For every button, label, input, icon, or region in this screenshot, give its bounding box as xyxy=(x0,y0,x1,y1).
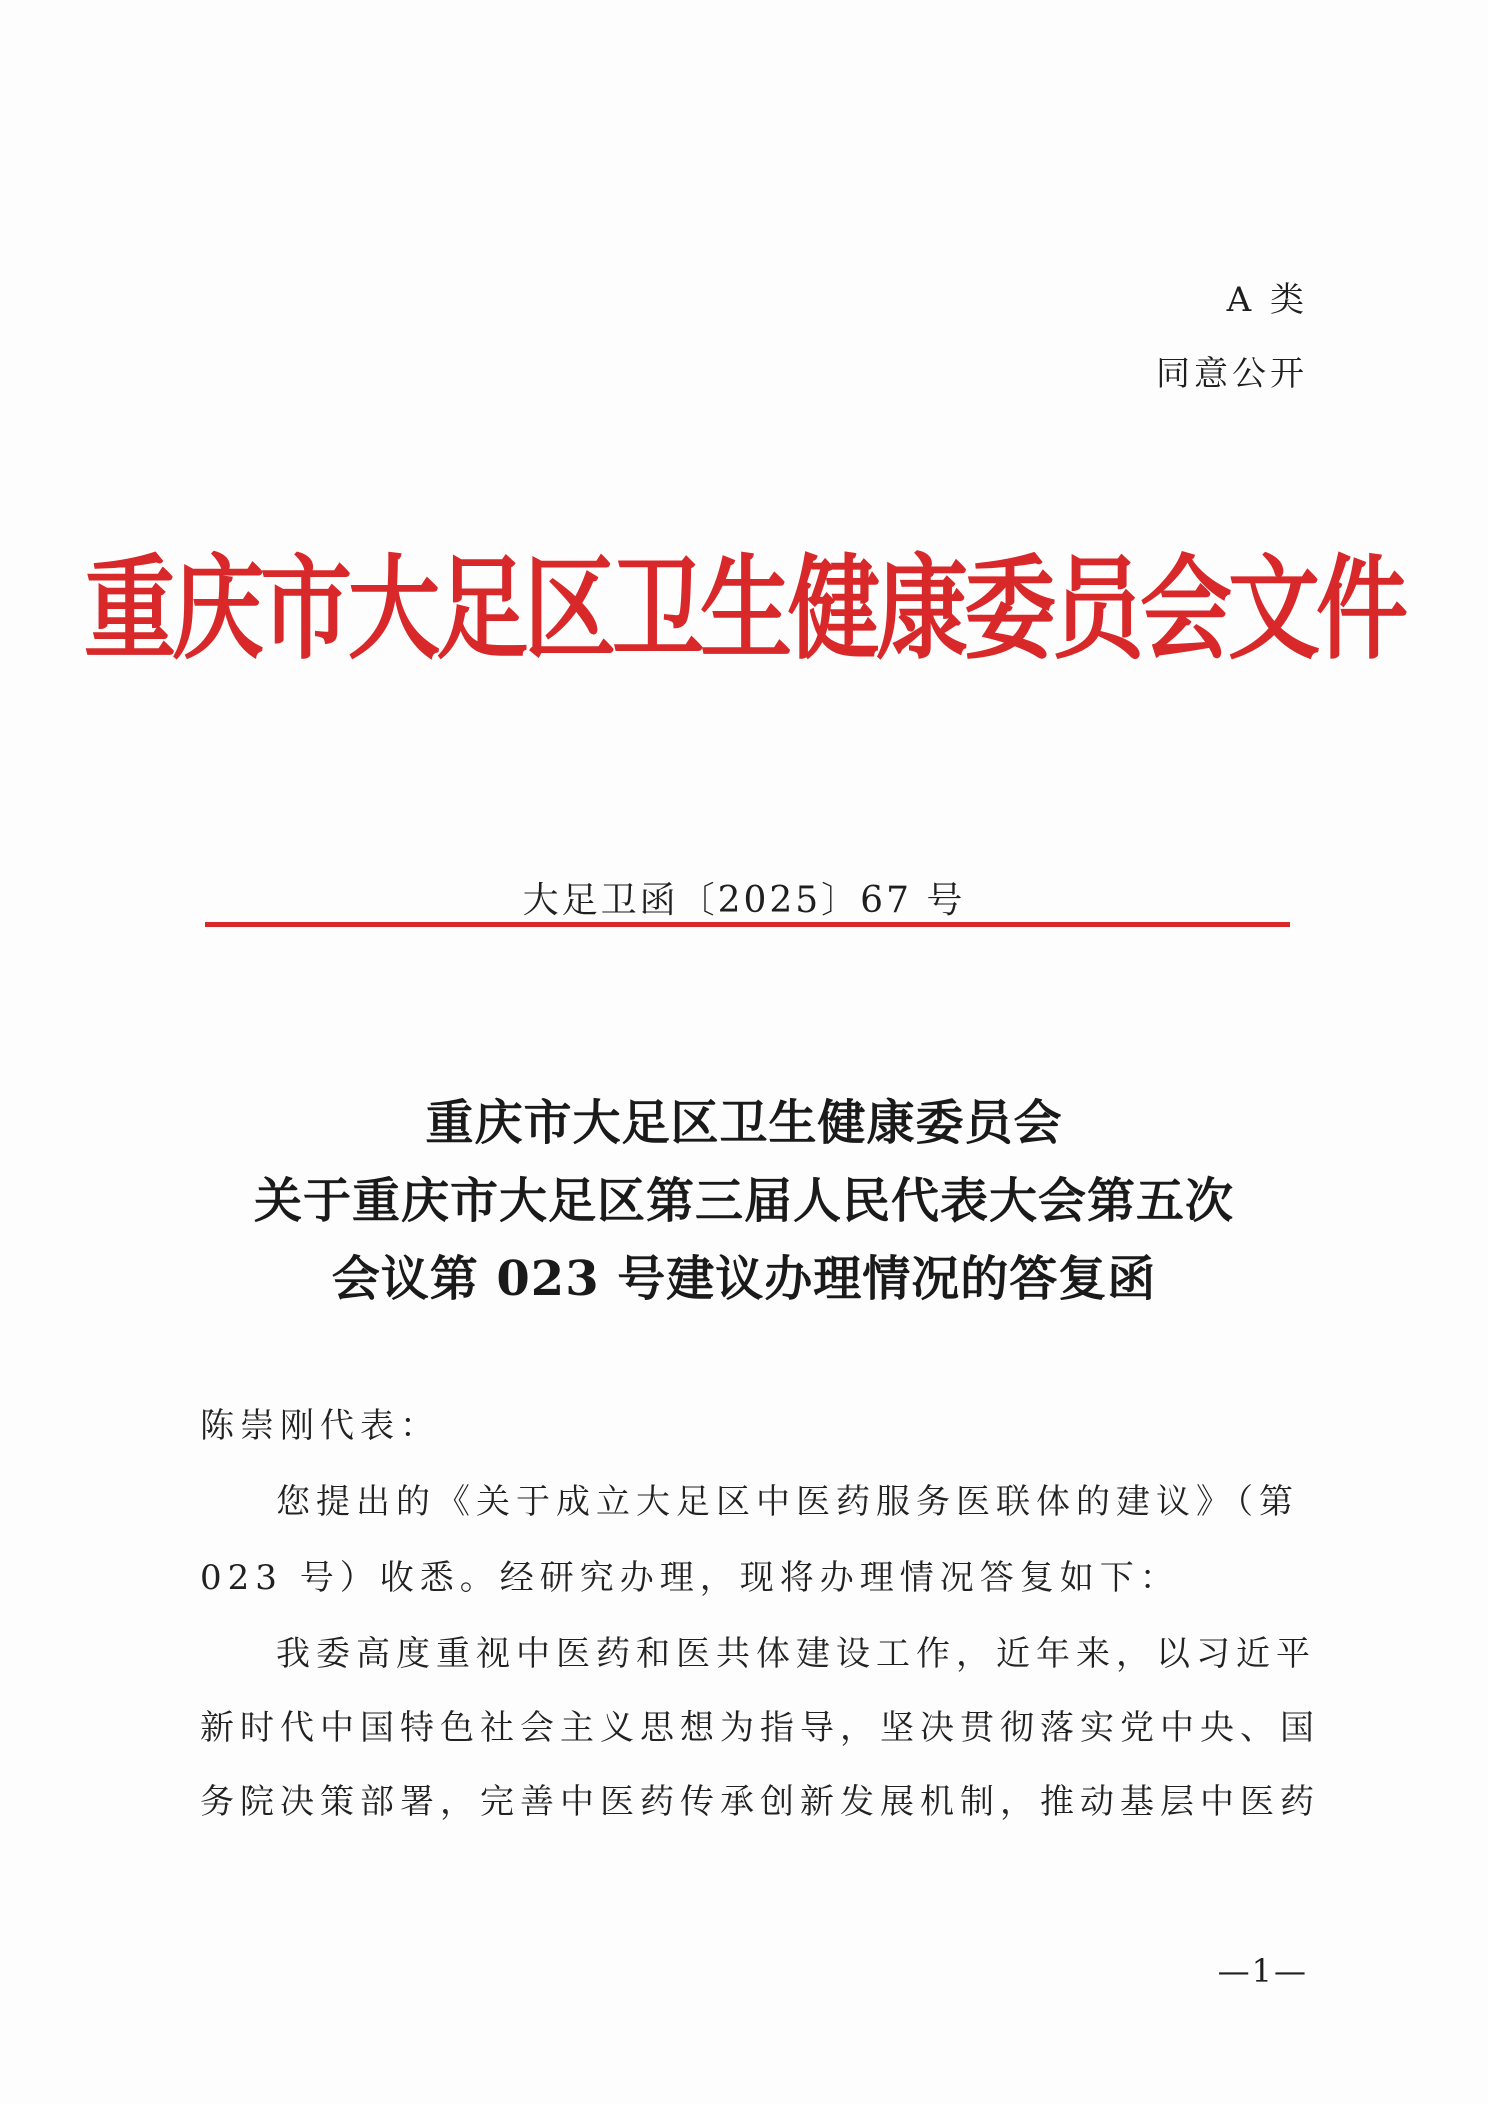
body-text-line: 新时代中国特色社会主义思想为指导，坚决贯彻落实党中央、国 xyxy=(200,1708,1320,1748)
salutation: 陈崇刚代表： xyxy=(200,1406,440,1446)
body-text-line: 我委高度重视中医药和医共体建设工作，近年来，以习近平 xyxy=(276,1634,1316,1674)
document-title-line-1: 重庆市大足区卫生健康委员会 xyxy=(425,1095,1063,1151)
disclosure-status: 同意公开 xyxy=(1156,354,1308,394)
letterhead-title: 重庆市大足区卫生健康委员会文件 xyxy=(83,544,1404,675)
document-title-line-3: 会议第 023 号建议办理情况的答复函 xyxy=(331,1251,1157,1307)
document-category: A 类 xyxy=(1226,280,1308,320)
document-title-line-2: 关于重庆市大足区第三届人民代表大会第五次 xyxy=(253,1173,1234,1229)
document-number: 大足卫函〔2025〕67 号 xyxy=(522,880,966,921)
body-text-line: 务院决策部署，完善中医药传承创新发展机制，推动基层中医药 xyxy=(200,1782,1320,1822)
page-number: —1— xyxy=(1217,1952,1308,1990)
body-text-line: 023 号）收悉。经研究办理，现将办理情况答复如下： xyxy=(200,1558,1180,1598)
body-text-line: 您提出的《关于成立大足区中医药服务医联体的建议》（第 xyxy=(276,1482,1299,1522)
red-divider-line xyxy=(205,922,1290,927)
